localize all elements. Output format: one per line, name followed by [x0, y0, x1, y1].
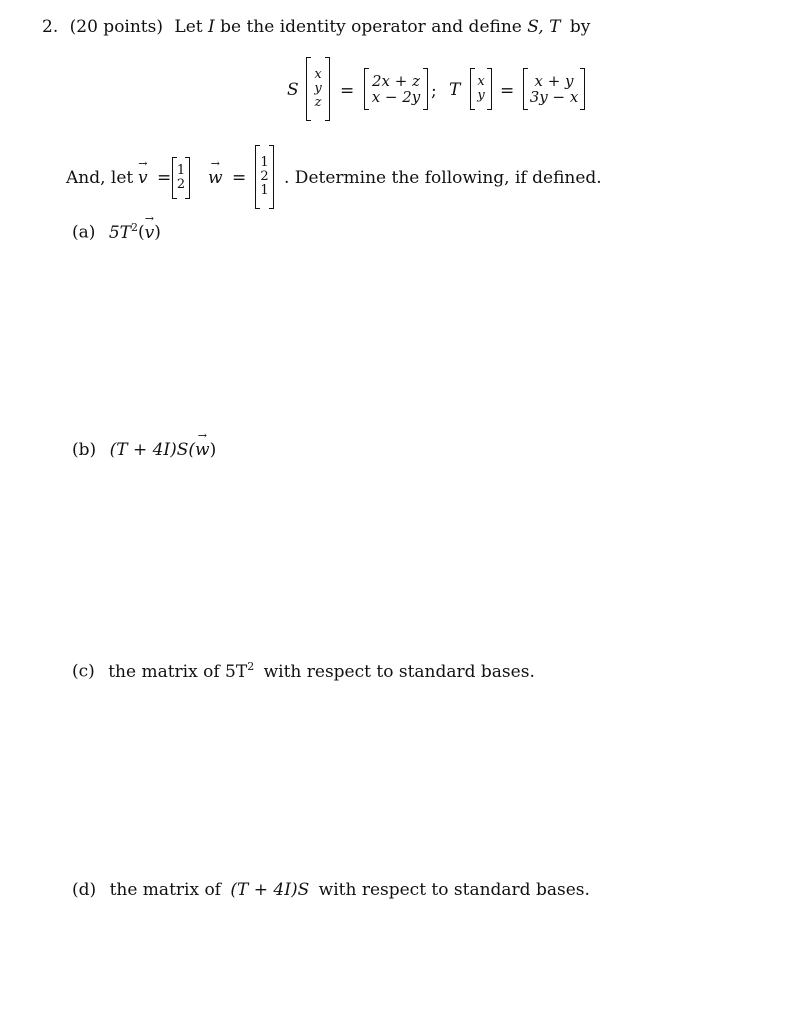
t-output-row2: 3y − x — [529, 88, 579, 106]
s-equals: = — [340, 81, 355, 101]
t-input-matrix — [470, 68, 492, 110]
intro-text-a: Let — [174, 17, 203, 37]
s-input-y: y — [314, 80, 322, 96]
v-equals: = — [157, 168, 172, 188]
part-c-text-b: with respect to standard bases. — [263, 661, 535, 682]
operators-symbol: S, T — [527, 17, 561, 37]
intro-text-c: by — [569, 17, 591, 37]
part-c — [72, 660, 535, 682]
problem-points: (20 points) — [69, 17, 163, 37]
part-a-open: ( — [137, 222, 145, 243]
defs-semicolon: ; — [431, 81, 437, 101]
t-input-y: y — [477, 88, 485, 103]
w-definition — [208, 168, 246, 188]
and-let-text: And, let — [66, 168, 134, 188]
part-b — [72, 440, 216, 460]
w-val-1: 1 — [260, 154, 269, 170]
part-a-prefix: 5T — [108, 222, 131, 243]
s-output-row1: 2x + z — [371, 71, 420, 90]
part-d-text-b: with respect to standard bases. — [318, 880, 590, 900]
part-a-close: ) — [154, 222, 161, 243]
t-output-matrix — [523, 68, 585, 110]
part-b-label: (b) — [72, 440, 97, 460]
part-a-exponent: 2 — [130, 221, 138, 234]
w-val-2: 2 — [260, 168, 269, 184]
s-input-z: z — [314, 95, 322, 111]
identity-symbol: I — [208, 17, 215, 37]
t-input-x: x — [477, 73, 485, 89]
w-val-3: 1 — [260, 183, 269, 199]
vectors-tail-text: . Determine the following, if defined. — [284, 168, 602, 188]
t-equals: = — [500, 81, 515, 101]
part-d — [72, 880, 590, 900]
v-definition — [138, 168, 171, 188]
part-b-close: ) — [209, 440, 217, 460]
t-label: T — [449, 80, 461, 100]
part-c-label: (c) — [72, 661, 95, 682]
w-matrix — [255, 145, 274, 209]
part-d-text-a: the matrix of — [109, 880, 221, 900]
intro-text-b: be the identity operator and define — [220, 17, 522, 37]
t-output-row1: x + y — [534, 71, 574, 90]
w-symbol: → w — [208, 168, 223, 188]
part-a — [72, 221, 161, 243]
v-val-1: 1 — [176, 162, 186, 178]
s-label: S — [287, 80, 299, 100]
s-output-row2: x − 2y — [371, 88, 421, 106]
s-input-x: x — [314, 66, 322, 82]
s-input-matrix — [306, 57, 330, 121]
part-d-expr: (T + 4I)S — [230, 880, 310, 900]
part-b-expr: (T + 4I)S( — [109, 440, 196, 460]
part-c-text-a: the matrix of 5T — [108, 661, 248, 682]
v-matrix — [172, 157, 190, 199]
part-b-var: → w — [195, 440, 210, 460]
problem-number: 2. — [42, 17, 59, 37]
part-c-exponent: 2 — [247, 660, 255, 673]
part-d-label: (d) — [72, 880, 97, 900]
v-val-2: 2 — [176, 177, 186, 192]
w-equals: = — [231, 168, 247, 188]
part-a-label: (a) — [72, 222, 96, 243]
s-output-matrix — [364, 68, 428, 110]
problem-header — [42, 17, 590, 37]
v-symbol: → v — [138, 168, 148, 188]
part-a-var: → v — [145, 223, 155, 243]
